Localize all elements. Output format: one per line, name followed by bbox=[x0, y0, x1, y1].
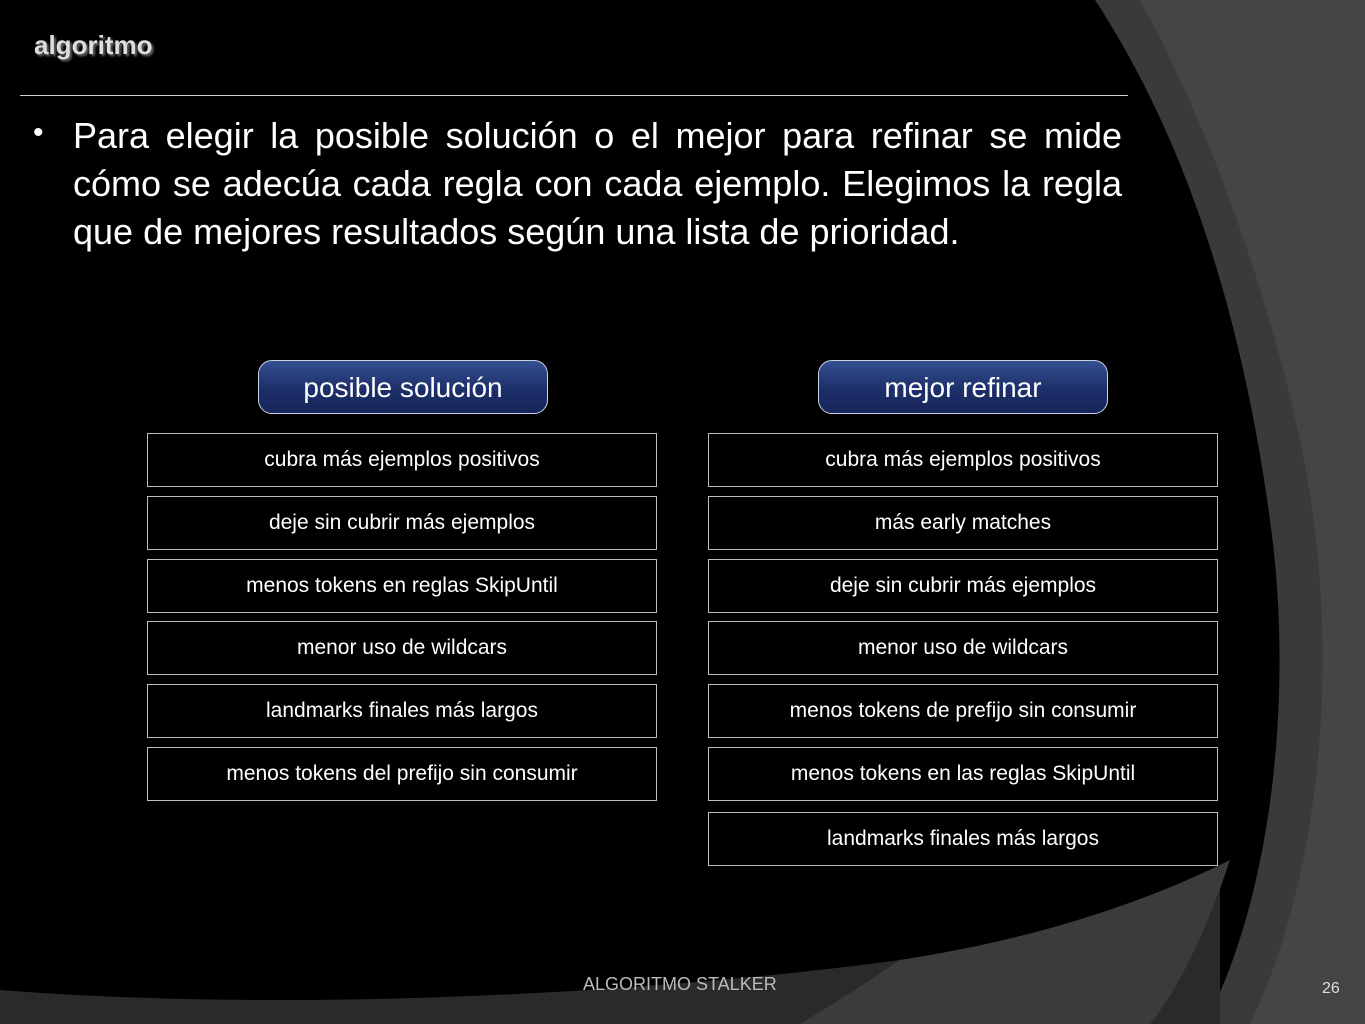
page-number: 26 bbox=[1322, 980, 1340, 997]
priority-item: deje sin cubrir más ejemplos bbox=[147, 496, 657, 550]
title-divider bbox=[20, 95, 1128, 96]
slide-footer: ALGORITMO STALKER bbox=[583, 974, 777, 994]
slide-title: algoritmo bbox=[34, 30, 153, 60]
priority-item: menos tokens del prefijo sin consumir bbox=[147, 747, 657, 801]
priority-item: más early matches bbox=[708, 496, 1218, 550]
bullet-text: Para elegir la posible solución o el mejor para refinar se mide cómo se adecúa cada regla con cada ejemplo. Elegimos la regla que de mejores resultados según una lista de prioridad. bbox=[73, 115, 1122, 252]
priority-item: landmarks finales más largos bbox=[708, 812, 1218, 866]
priority-item: deje sin cubrir más ejemplos bbox=[708, 559, 1218, 613]
mejor-refinar-header: mejor refinar bbox=[818, 360, 1108, 414]
priority-item: menor uso de wildcars bbox=[708, 621, 1218, 675]
priority-item: cubra más ejemplos positivos bbox=[147, 433, 657, 487]
priority-item: landmarks finales más largos bbox=[147, 684, 657, 738]
posible-solucion-header: posible solución bbox=[258, 360, 548, 414]
priority-item: menos tokens de prefijo sin consumir bbox=[708, 684, 1218, 738]
bullet-point-icon: • bbox=[33, 116, 44, 149]
priority-item: menor uso de wildcars bbox=[147, 621, 657, 675]
priority-item: menos tokens en reglas SkipUntil bbox=[147, 559, 657, 613]
priority-item: menos tokens en las reglas SkipUntil bbox=[708, 747, 1218, 801]
priority-item: cubra más ejemplos positivos bbox=[708, 433, 1218, 487]
